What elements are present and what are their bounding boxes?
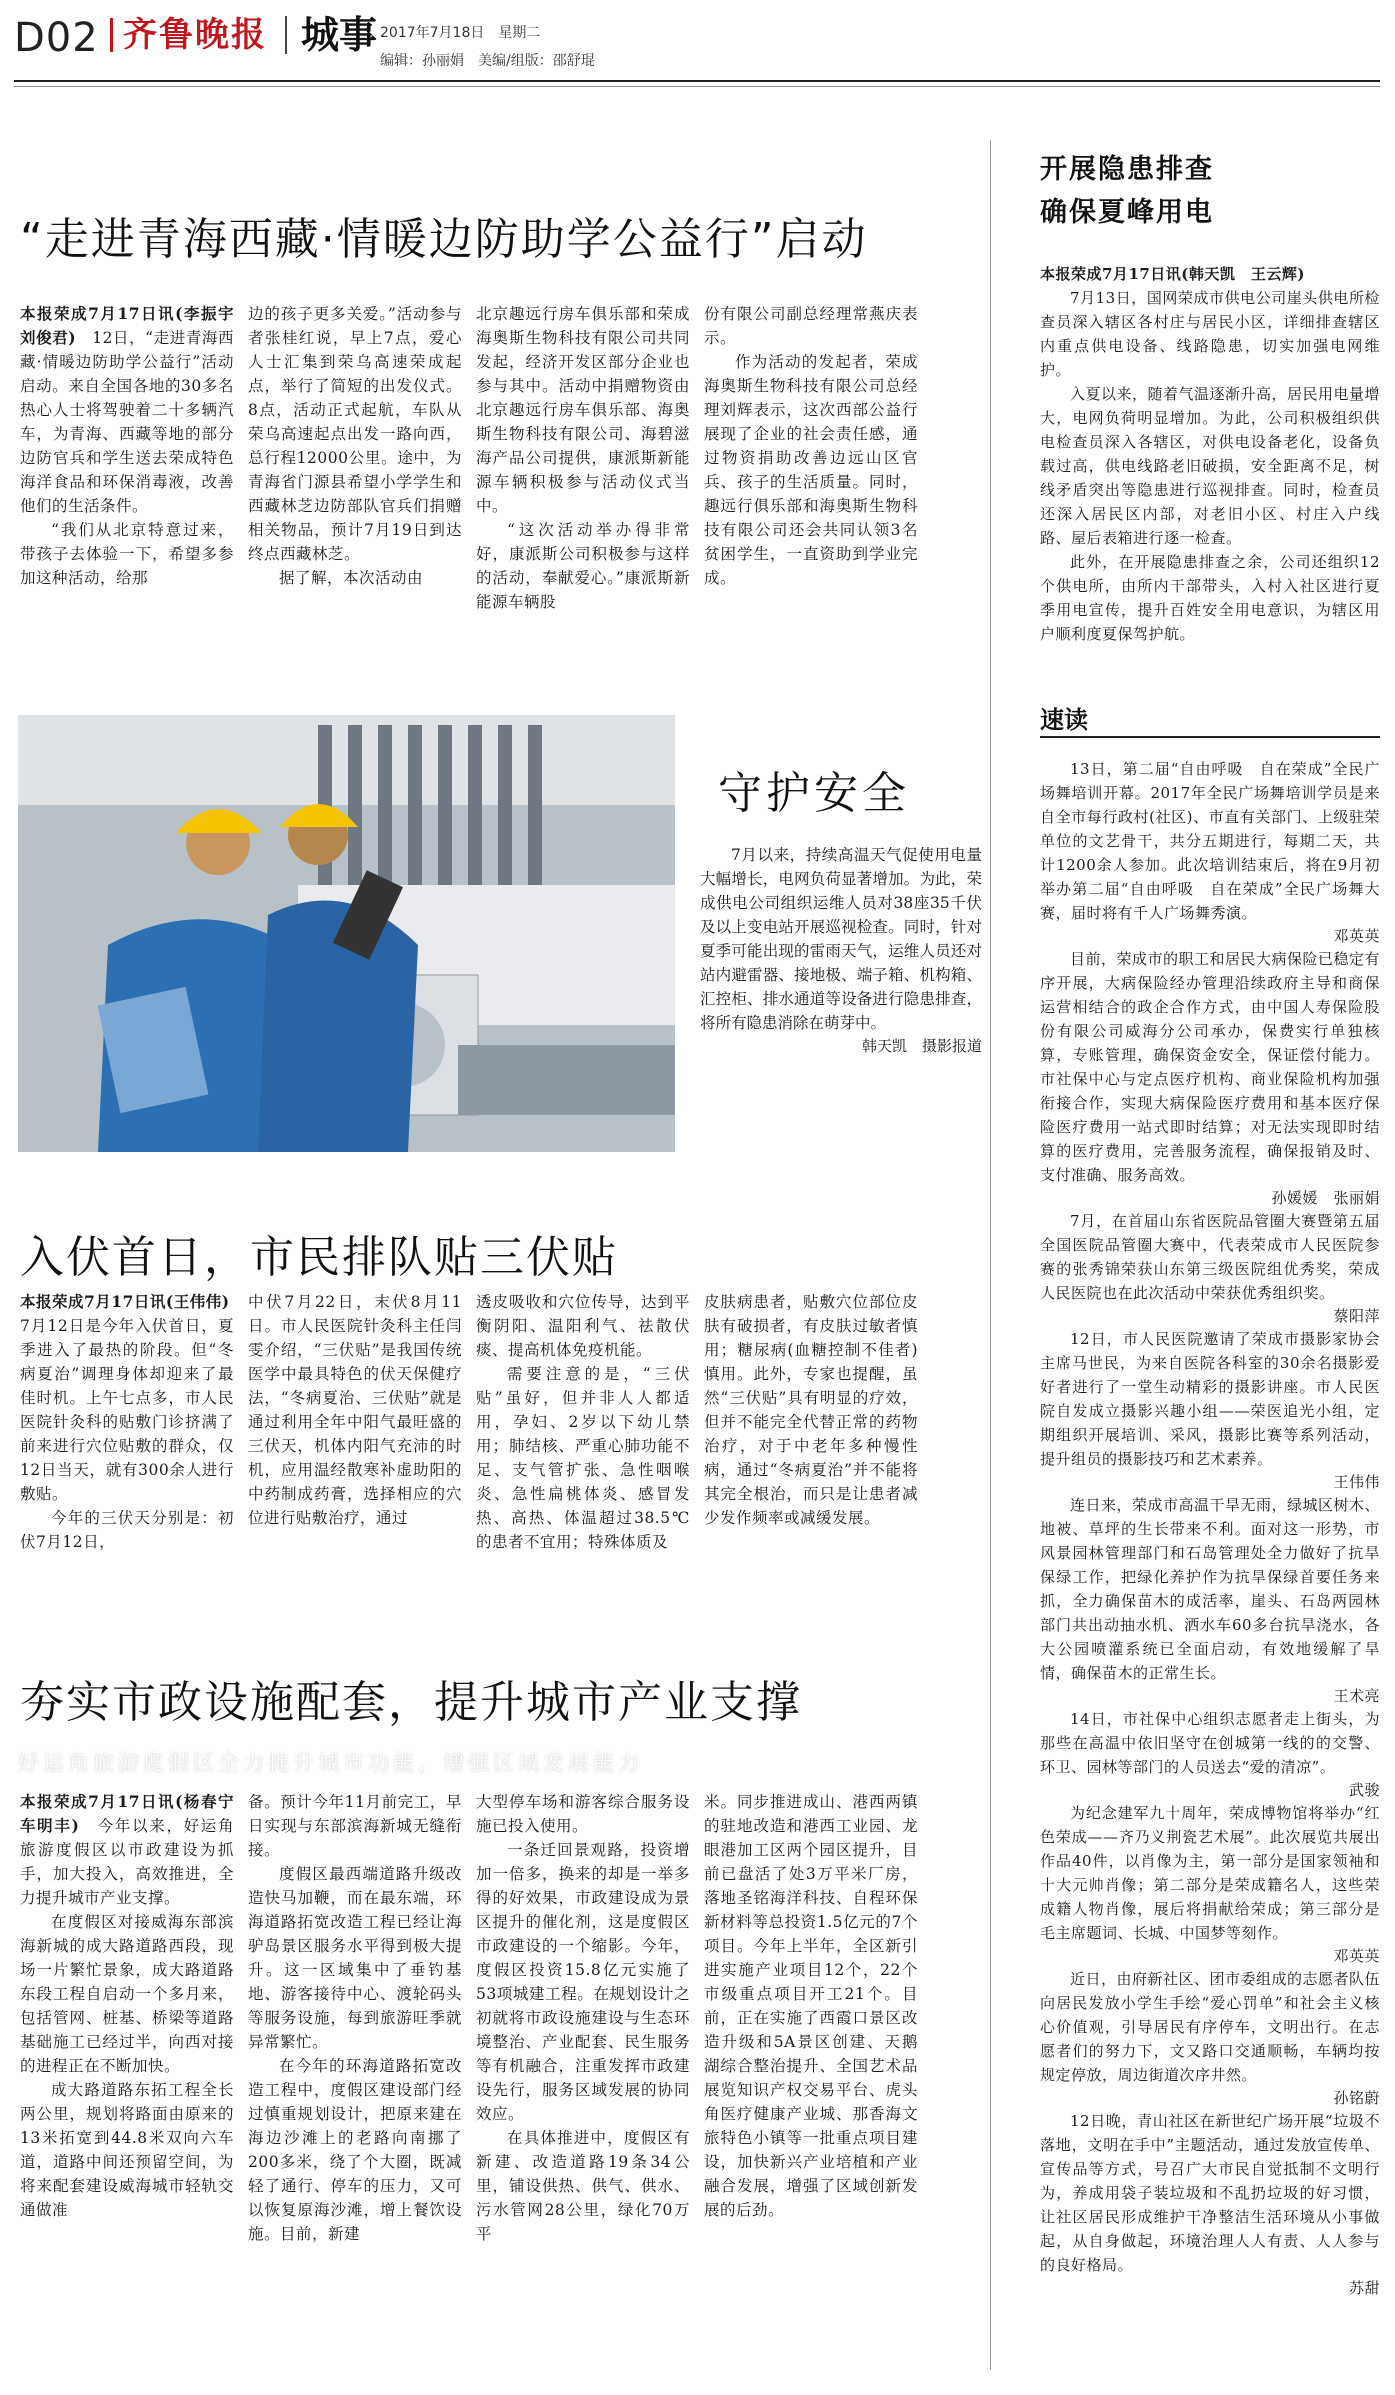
- paragraph: 份有限公司副总经理常燕庆表示。: [704, 305, 918, 347]
- photo-byline: 韩天凯 摄影报道: [861, 1037, 982, 1055]
- brief-byline: 武骏: [1348, 1781, 1380, 1799]
- brief-item: 12日，市人民医院邀请了荣成市摄影家协会主席马世民，为来自医院各科室的30余名摄影爱好者进行了一堂生动精彩的摄影讲座。市人民医院自发成立摄影兴趣小组——荣医追光小组，定期组织开展培训、采风，摄影比赛等系列活动，提升组员的摄影技巧和艺术素养。: [1040, 1330, 1380, 1468]
- sidebar-article: 本报荣成7月17日讯(韩天凯 王云辉) 7月13日，国网荣成市供电公司崖头供电所检查员深入辖区各村庄与居民小区，详细排查辖区内重点供电设备、线路隐患，切实加强电网维护。 入夏以来，随着气温逐渐升高，居民用电量增大，电网负荷明显增加。为此，公司积极组织供电检查员深入各辖区，对供电设备老化，设备负载过高，供电线路老旧破损，安全距离不足，树线矛盾突出等隐患进行巡视排查。同时，检查员还深入居民区内部，对老旧小区、村庄入户线路、屋后表箱进行逐一检查。 此外，在开展隐患排查之余，公司还组织12个供电所，由所内干部带头，入村入社区进行夏季用电宣传，提升百姓安全用电意识，为辖区用户顺利度夏保驾护航。: [1040, 265, 1381, 643]
- brief-item: 连日来，荣成市高温干旱无雨，绿城区树木、地被、草坪的生长带来不利。面对这一形势，市风景园林管理部门和石岛管理处全力做好了抗旱保绿工作，把绿化养护作为抗旱保绿首要任务来抓，全力确保苗木的成活率，崖头、石岛两园林部门共出动抽水机、洒水车60多台抗旱浇水，各大公园喷灌系统已全面启动，有效地缓解了旱情，确保苗木的正常生长。: [1040, 1496, 1381, 1682]
- paragraph: 本报荣成7月17日讯(王伟伟) 7月12日是今年入伏首日，夏季进入了最热的阶段。但“冬病夏治”调理身体却迎来了最佳时机。上午七点多，市人民医院针灸科的贴敷门诊挤满了前来进行穴位贴敷的群众，仅12日当天，就有300余人进行敷贴。: [20, 1292, 246, 1503]
- paragraph: 边的孩子更多关爱。”活动参与者张桂红说，早上7点，爱心人士汇集到荣乌高速荣成起点，举行了简短的出发仪式。8点，活动正式起航，车队从荣乌高速起点出发一路向西，总行程12000公里。途中，为青海省门源县希望小学学生和西藏林芝边防部队官兵们捐赠相关物品，预计7月19日到达终点西藏林芝。: [248, 305, 462, 563]
- brief-item: 14日，市社保中心组织志愿者走上街头，为那些在高温中依旧坚守在创城第一线的的交警、环卫、园林等部门的人员送去“爱的清凉”。: [1040, 1710, 1380, 1776]
- a2-column: [20, 1290, 246, 1650]
- paragraph: 本报荣成7月17日讯(李振宇 刘俊君) 12日，“走进青海西藏·情暖边防助学公益行”活动启动。来自全国各地的30多名热心人士将驾驶着二十多辆汽车，为青海、西藏等地的部分边防官兵和学生送去荣成特色海洋食品和环保消毒液，改善他们的生活条件。: [20, 304, 251, 515]
- brief-byline: 邓英英: [1333, 1947, 1380, 1965]
- column-divider: [990, 140, 991, 2370]
- a2-column: [704, 1290, 918, 1650]
- header-rule: [14, 80, 1380, 82]
- issue-date: 2017年7月18日 星期二: [380, 25, 541, 41]
- article1-title: “走进青海西藏·情暖边防助学公益行”启动: [20, 214, 868, 265]
- paragraph: 北京趣远行房车俱乐部和荣成海奥斯生物科技有限公司共同发起，经济开发区部分企业也参与其中。活动中捐赠物资由北京趣远行房车俱乐部、海奥斯生物科技有限公司、海碧滋海产品公司提供，康派斯新能源车辆积极参与活动仪式当中。: [476, 305, 690, 515]
- section-name: 城事: [285, 16, 377, 54]
- a3-column: [476, 1790, 690, 2380]
- article3-title: 夯实市政设施配套，提升城市产业支撑: [20, 1677, 802, 1728]
- paragraph: 中伏7月22日，末伏8月11日。市人民医院针灸科主任闫雯介绍，“三伏贴”是我国传统医学中最具特色的伏天保健疗法，“冬病夏治、三伏贴”就是通过利用全年中阳气最旺盛的三伏天，机体内阳气充沛的时机，应用温经散寒补虚助阳的中药制成药膏，选择相应的穴位进行贴敷治疗，通过: [248, 1293, 462, 1527]
- a1-column: [20, 302, 251, 682]
- a3-column: [248, 1790, 462, 2380]
- brief-byline: 王伟伟: [1333, 1473, 1380, 1491]
- brief-byline: 苏甜: [1348, 2279, 1380, 2297]
- paragraph: 在今年的环海道路拓宽改造工程中，度假区建设部门经过慎重规划设计，把原来建在海边沙滩上的老路向南挪了200多米，绕了个大圈，既减轻了通行、停车的压力，又可以恢复原海沙滩，增上餐饮设施。目前，新建: [248, 2057, 462, 2243]
- a1-column: [476, 302, 690, 682]
- editor-credit: 编辑：孙丽娟 美编/组版：邵舒琨: [380, 53, 595, 69]
- paper-logo: 齐鲁晚报: [110, 18, 267, 52]
- paragraph: 一条迁回景观路，投资增加一倍多，换来的却是一举多得的好效果，市政建设成为景区提升的催化剂，这是度假区市政建设的一个缩影。今年，度假区投资15.8亿元实施了53项城建工程。在规划设计之初就将市政设施建设与生态环境整治、产业配套、民生服务等有机融合，注重发挥市政建设先行，服务区域发展的协同效应。: [476, 1841, 690, 2123]
- a2-column: [248, 1290, 462, 1650]
- kuaidu-heading: 速读: [1040, 700, 1380, 738]
- brief-item: 7月，在首届山东省医院品管圈大赛暨第五届全国医院品管圈大赛中，代表荣成市人民医院参赛的张秀锦荣获山东第三级医院组优秀奖，荣成人民医院也在此次活动中荣获优秀组织奖。: [1040, 1212, 1380, 1302]
- article3-subtitle-text: 好运角旅游度假区全力提升城市功能，增强区域发展能力: [18, 1750, 978, 1776]
- article2-title: 入伏首日，市民排队贴三伏贴: [20, 1232, 618, 1283]
- brief-item: 12日晚，青山社区在新世纪广场开展“垃圾不落地，文明在手中”主题活动，通过发放宣传单、宣传品等方式，号召广大市民自觉抵制不文明行为，养成用袋子装垃圾和不乱扔垃圾的好习惯，让社区居民形成维护干净整洁生活环境从小事做起，从自身做起，环境治理人人有责、人人参与的良好格局。: [1040, 2112, 1380, 2274]
- paragraph: 米。同步推进成山、港西两镇的驻地改造和港西工业园、龙眼港加工区两个园区提升，目前已盘活了处3万平米厂房，落地圣铭海洋科技、自程环保新材料等总投资1.5亿元的7个项目。今年上半年，全区新引进实施产业项目12个，22个市级重点项目开工21个。目前，正在实施了西霞口景区改造升级和5A景区创建、天鹅湖综合整治提升、全国艺术品展览知识产权交易平台、虎头角医疗健康产业城、那香海文旅特色小镇等一批重点项目建设，加快新兴产业培植和产业融合发展，增强了区域创新发展的后劲。: [704, 1793, 918, 2219]
- brief-byline: 蔡阳萍: [1333, 1307, 1380, 1325]
- photo-section-title: 守护安全: [718, 768, 910, 819]
- photo-caption: [700, 843, 982, 1057]
- paragraph: 备。预计今年11月前完工，早日实现与东部滨海新城无缝衔接。: [248, 1793, 462, 1859]
- a3-column: [704, 1790, 918, 2380]
- photo-illustration: [18, 715, 675, 1152]
- a2-column: [476, 1290, 690, 1650]
- brief-byline: 孙铭蔚: [1333, 2089, 1380, 2107]
- photo-caption-text: 7月以来，持续高温天气促使用电量大幅增长，电网负荷显著增加。为此，荣成供电公司组织运维人员对38座35千伏及以上变电站开展巡视检查。同时，针对夏季可能出现的雷雨天气，运维人员还对站内避雷器、接地极、端子箱、机构箱、汇控柜、排水通道等设备进行隐患排查，将所有隐患消除在萌芽中。: [700, 846, 982, 1032]
- paragraph: 大型停车场和游客综合服务设施已投入使用。: [476, 1793, 690, 1835]
- a1-column: [704, 302, 918, 682]
- brief-item: 目前，荣成市的职工和居民大病保险已稳定有序开展，大病保险经办管理沿续政府主导和商保运营相结合的政企合作方式，由中国人寿保险股份有限公司威海分公司承办，保费实行单独核算，专账管理，确保资金安全，保证偿付能力。市社保中心与定点医疗机构、商业保险机构加强衔接合作，实现大病保险医疗费用和基本医疗保险医疗费用一站式即时结算；对无法实现即时结算的医疗费用，完善服务流程，确保报销及时、支付准确、服务高效。: [1040, 950, 1381, 1184]
- brief-list: [1040, 757, 1380, 2387]
- paragraph: 今年的三伏天分别是：初伏7月12日，: [20, 1509, 234, 1551]
- sidebar-title-2: 确保夏峰用电: [1040, 197, 1214, 228]
- brief-item: 近日，由府新社区、团市委组成的志愿者队伍向居民发放小学生手绘“爱心罚单”和社会主义核心价值观，引导居民有序停车，文明出行。在志愿者们的努力下，文又路口交通顺畅，车辆均按规定停放，周边街道次序井然。: [1040, 1970, 1381, 2084]
- paragraph: “我们从北京特意过来，带孩子去体验一下，希望多参加这种活动，给那: [20, 521, 234, 587]
- paragraph: 在具体推进中，度假区有新建、改造道路19条34公里，铺设供热、供气、供水、污水管网28公里，绿化70万平: [476, 2129, 690, 2243]
- paragraph: 在度假区对接威海东部滨海新城的成大路道路西段，现场一片繁忙景象，成大路道路东段工程自启动一个多月来，包括管网、桩基、桥梁等道路基础施工已经过半，向西对接的进程正在不断加快。: [20, 1913, 234, 2075]
- article3-subtitle: [18, 1750, 978, 1776]
- sidebar-title-1: 开展隐患排查: [1040, 154, 1214, 185]
- brief-item: 13日，第二届“自由呼吸 自在荣成”全民广场舞培训开幕。2017年全民广场舞培训学员是来自全市每行政村(社区)、市直有关部门、上级驻荣单位的文艺骨干，共分五期进行，每期二天，共计1200余人参加。此次培训结束后，将在9月初举办第二届“自由呼吸 自在荣成”全民广场舞大赛，届时将有千人广场舞秀演。: [1040, 760, 1380, 922]
- paragraph: 成大路道路东拓工程全长两公里，规划将路面由原来的13米拓宽到44.8米双向六车道，道路中间还预留空间，为将来配套建设威海城市轻轨交通做准: [20, 2081, 234, 2219]
- paragraph: 据了解，本次活动由: [279, 569, 424, 587]
- paragraph: 作为活动的发起者，荣成海奥斯生物科技有限公司总经理刘辉表示，这次西部公益行展现了企业的社会责任感，通过物资捐助改善边远山区官兵、孩子的生活质量。同时，趣远行俱乐部和海奥斯生物科技有限公司还会共同认领3名贫困学生，一直资助到学业完成。: [704, 353, 918, 587]
- paragraph: “这次活动举办得非常好，康派斯公司积极参与这样的活动，奉献爱心。”康派斯新能源车辆股: [476, 521, 690, 611]
- paragraph: 透皮吸收和穴位传导，达到平衡阴阳、温阳利气、祛散伏痰、提高机体免疫机能。: [476, 1293, 690, 1359]
- header-rule-thin: [14, 86, 1380, 87]
- paragraph: 度假区最西端道路升级改造快马加鞭，而在最东端，环海道路拓宽改造工程已经让海驴岛景区服务水平得到极大提升。这一区域集中了垂钓基地、游客接待中心、渡轮码头等服务设施，每到旅游旺季就异常繁忙。: [248, 1865, 462, 2051]
- paragraph: 本报荣成7月17日讯(杨春宁 车明丰) 今年以来，好运角旅游度假区以市政建设为抓手，加大投入，高效推进，全力提升城市产业支撑。: [20, 1792, 251, 1907]
- brief-byline: 孙媛媛 张丽娟: [1271, 1189, 1380, 1207]
- a1-column: [248, 302, 462, 682]
- photo-workers: [18, 715, 675, 1152]
- brief-byline: 邓英英: [1333, 927, 1380, 945]
- paragraph: 皮肤病患者，贴敷穴位部位皮肤有破损者，有皮肤过敏者慎用；糖尿病(血糖控制不佳者)慎用。此外，专家也提醒，虽然“三伏贴”具有明显的疗效，但并不能完全代替正常的药物治疗，对于中老年多种慢性病，通过“冬病夏治”并不能将其完全根治，而只是让患者减少发作频率或减缓发展。: [704, 1293, 918, 1527]
- brief-byline: 王术亮: [1333, 1687, 1380, 1705]
- a3-column: [20, 1790, 251, 2380]
- paragraph: 需要注意的是，“三伏贴”虽好，但并非人人都适用，孕妇、2岁以下幼儿禁用；肺结核、严重心肺功能不足、支气管扩张、急性咽喉炎、急性扁桃体炎、感冒发热、高热、体温超过38.5℃的患者不宜用；特殊体质及: [476, 1365, 690, 1551]
- page-number: D02: [14, 15, 99, 61]
- brief-item: 为纪念建军九十周年，荣成博物馆将举办“红色荣成——齐乃义荆瓷艺术展”。此次展览共展出作品40件，以肖像为主，第一部分是国家领袖和十大元帅肖像；第二部分是荣成籍名人，这些荣成籍人物肖像，展后将捐献给荣成；第三部分是毛主席题词、长城、中国梦等刻作。: [1040, 1804, 1380, 1942]
